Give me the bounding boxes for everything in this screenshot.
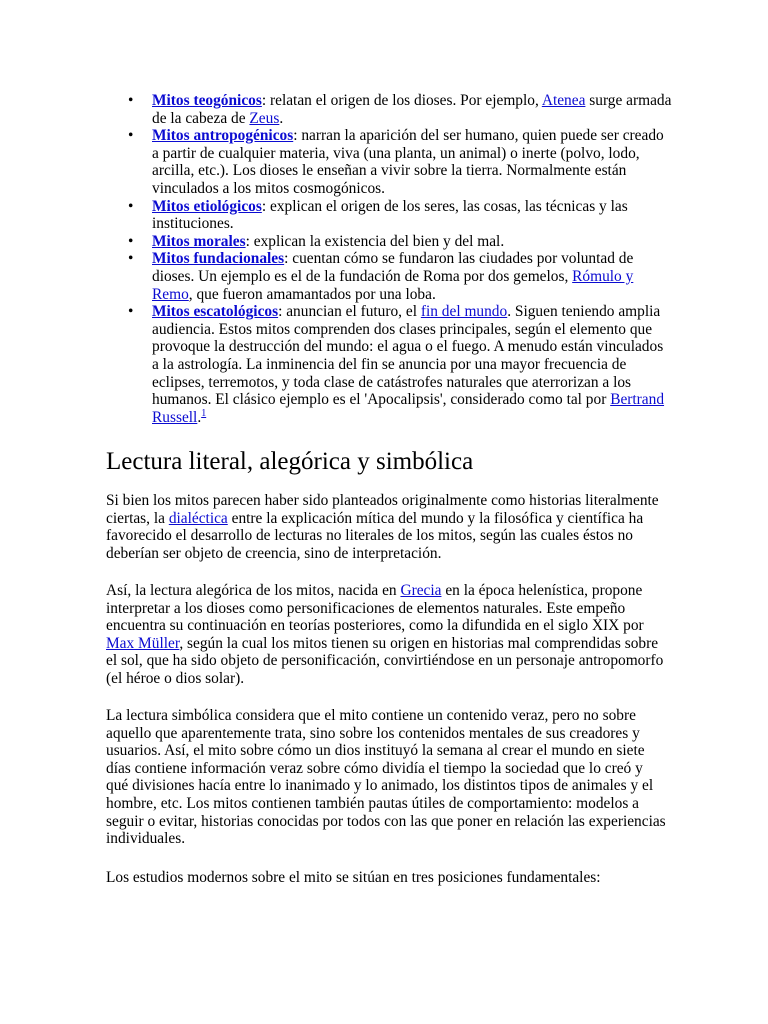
paragraph-text: Los estudios modernos sobre el mito se sitúan en tres posiciones fundamentales: (106, 869, 601, 886)
link-fin-del-mundo[interactable]: fin del mundo (420, 303, 508, 321)
link-atenea[interactable]: Atenea (541, 92, 586, 109)
link-mitos-teogonicos[interactable]: Mitos teogónicos (152, 92, 262, 109)
list-item (128, 303, 672, 426)
item-text: surge armada de la cabeza de (152, 92, 672, 127)
item-text: . (279, 109, 284, 127)
list-item (128, 250, 672, 303)
paragraph-text: entre la explicación mítica del mundo y la filosófica y científica ha favorecido el desarrollo de lecturas no literales de los mitos, según las cuales éstos no deberían ser objeto de creencia, sino de interpretación. (106, 509, 644, 562)
item-text: . Siguen teniendo amplia audiencia. Estos mitos comprenden dos clases principales, según el elemento que provoque la destrucción del mundo: el agua o el fuego. A menudo están vinculados a la astrología. La inminencia del fin se anuncia por una mayor frecuencia de eclipses, terremotos, y toda clase de catástrofes naturales que aterrorizan a los humanos. El clásico ejemplo es el 'Apocalipsis', considerado como tal por (152, 303, 664, 409)
paragraph-text: , según la cual los mitos tienen su origen en historias mal comprendidas sobre el sol, que ha sido objeto de personificación, convirtiéndose en un personaje antropomorfo (el héroe o dios solar). (106, 634, 664, 687)
item-text: : anuncian el futuro, el (278, 303, 421, 321)
bullet-icon: • (128, 232, 134, 250)
paragraph-text: La lectura simbólica considera que el mito contiene un contenido veraz, pero no sobre aquello que aparentemente trata, sino sobre los contenidos mentales de sus creadores y usuarios. Así, el mito sobre cómo un dios instituyó la semana al crear el mundo en siete días contiene información veraz sobre cómo dividía el tiempo la sociedad que lo creó y qué divisiones hacía entre lo inanimado y lo animado, los distintos tipos de animales y el hombre, etc. Los mitos contienen también pautas útiles de comportamiento: modelos a seguir o evitar, historias conocidas por todos con las que poner en relación las experiencias individuales. (106, 707, 666, 848)
link-mitos-morales[interactable]: Mitos morales (152, 232, 246, 250)
item-text: : narran la aparición del ser humano, quien puede ser creado a partir de cualquier materia, viva (una planta, un animal) o inerte (polvo, lodo, arcilla, etc.). Los dioses le enseñan a vivir sobre la tierra. Normalmente están vinculados a los mitos cosmogónicos. (152, 127, 664, 197)
list-item (128, 232, 672, 251)
item-text: : relatan el origen de los dioses. Por ejemplo, (261, 92, 542, 109)
bullet-icon: • (128, 303, 134, 321)
link-grecia[interactable]: Grecia (400, 582, 442, 599)
bullet-icon: • (128, 250, 134, 268)
link-bertrand-russell[interactable]: Bertrand Russell (152, 391, 665, 426)
myth-type-list (0, 92, 672, 426)
list-item (128, 92, 672, 127)
paragraph-allegorical (106, 582, 666, 688)
section-heading: Lectura literal, alegórica y simbólica (106, 448, 474, 475)
bullet-icon: • (128, 127, 134, 145)
item-text: : explican el origen de los seres, las cosas, las técnicas y las instituciones. (152, 197, 628, 233)
link-mitos-escatologicos[interactable]: Mitos escatológicos (152, 303, 279, 321)
link-mitos-etiologicos[interactable]: Mitos etiológicos (152, 197, 262, 215)
paragraph-text: Si bien los mitos parecen haber sido planteados originalmente como historias literalmente ciertas, la (106, 492, 659, 527)
paragraph-text: en la época helenística, propone interpretar a los dioses como personificaciones de elementos naturales. Este empeño encuentra su continuación en teorías posteriores, como la difundida en el siglo XIX por (106, 582, 644, 635)
paragraph-text: Así, la lectura alegórica de los mitos, nacida en (106, 582, 401, 599)
item-text: , que fueron amamantados por una loba. (188, 285, 436, 303)
link-zeus[interactable]: Zeus (249, 109, 280, 127)
list-item (128, 127, 672, 197)
list-item (128, 197, 672, 233)
paragraph-intro (106, 492, 666, 562)
paragraph-modern-studies (106, 869, 666, 887)
link-dialectica[interactable]: dialéctica (168, 509, 228, 527)
link-mitos-antropogenicos[interactable]: Mitos antropogénicos (152, 127, 294, 145)
link-romulo-y-remo[interactable]: Rómulo y Remo (152, 267, 634, 303)
link-mitos-fundacionales[interactable]: Mitos fundacionales (152, 250, 285, 268)
link-max-muller[interactable]: Max Müller (106, 634, 180, 652)
paragraph-symbolic (106, 707, 666, 848)
bullet-icon: • (128, 197, 134, 215)
item-text: : cuentan cómo se fundaron las ciudades por voluntad de dioses. Un ejemplo es el de la fundación de Roma por dos gemelos, (152, 250, 634, 285)
item-text: . (197, 408, 202, 426)
bullet-icon: • (128, 92, 134, 109)
item-text: : explican la existencia del bien y del mal. (245, 232, 505, 250)
footnote-link[interactable]: 1 (201, 407, 207, 419)
